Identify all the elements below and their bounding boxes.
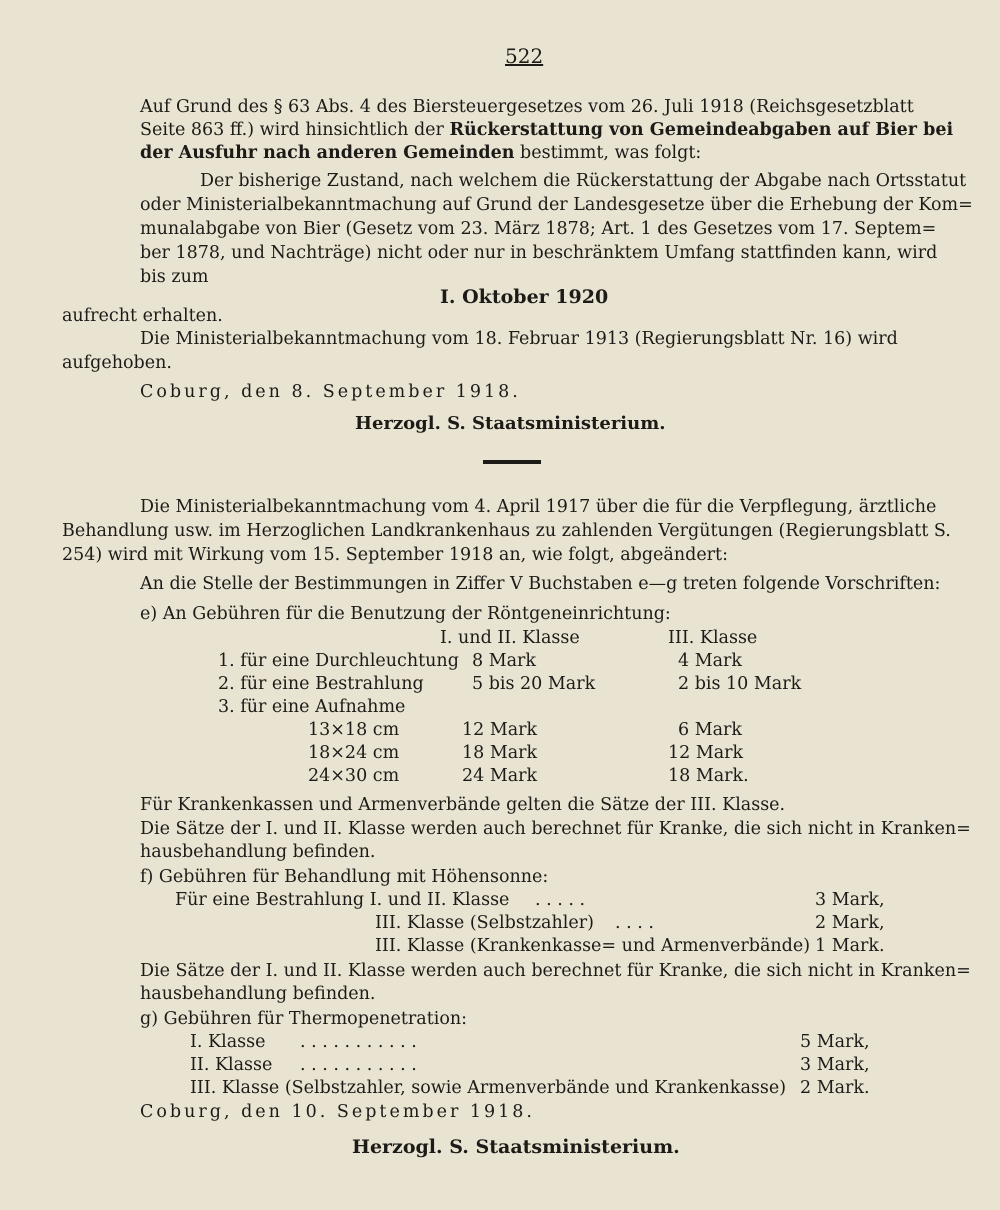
- e-row5-label: 18×24 cm: [308, 743, 400, 763]
- e-row3-label: 3. für eine Aufnahme: [218, 697, 406, 717]
- g-row2-dots: . . . . . . . . . . .: [300, 1055, 417, 1075]
- s1-place-date: Coburg, den 8. September 1918.: [140, 382, 521, 402]
- g-row1-dots: . . . . . . . . . . .: [300, 1032, 417, 1052]
- s1-line3: [140, 142, 701, 165]
- s1-line4: Der bisherige Zustand, nach welchem die Rückerstattung der Abgabe nach Ortsstatut: [200, 171, 967, 191]
- f-row2-label: III. Klasse (Selbstzahler): [375, 913, 594, 933]
- f-row1-value: 3 Mark,: [815, 890, 885, 910]
- e-row2-label: 2. für eine Bestrahlung: [218, 674, 424, 694]
- e-row1-c2: 4 Mark: [678, 651, 743, 671]
- g-row2-label: II. Klasse: [190, 1055, 273, 1075]
- e-row1-label: 1. für eine Durchleuchtung: [218, 651, 459, 671]
- e-note2b: hausbehandlung befinden.: [140, 842, 376, 862]
- f-row2-dots: . . . .: [615, 913, 654, 933]
- e-row4-label: 13×18 cm: [308, 720, 400, 740]
- e-note1: Für Krankenkassen und Armenverbände gelten die Sätze der III. Klasse.: [140, 795, 786, 815]
- f-row1-dots: . . . . .: [535, 890, 586, 910]
- g-row1-label: I. Klasse: [190, 1032, 266, 1052]
- e-row4-c1: 12 Mark: [462, 720, 538, 740]
- s1-signature: Herzogl. S. Staatsministerium.: [355, 413, 666, 434]
- f-note-b: hausbehandlung befinden.: [140, 984, 376, 1004]
- g-row2-value: 3 Mark,: [800, 1055, 870, 1075]
- e-col1-header: I. und II. Klasse: [440, 628, 580, 648]
- s2-line1: Die Ministerialbekanntmachung vom 4. April 1917 über die für die Verpflegung, ärztliche: [140, 497, 937, 517]
- f-row3-value: 1 Mark.: [815, 936, 885, 956]
- e-heading: e) An Gebühren für die Benutzung der Röntgeneinrichtung:: [140, 604, 671, 624]
- e-col2-header: III. Klasse: [668, 628, 758, 648]
- s1-line9: aufrecht erhalten.: [62, 306, 223, 326]
- s1-line8: bis zum: [140, 267, 209, 287]
- s1-line2-bold: Rückerstattung von Gemeindeabgaben auf Bier bei: [449, 120, 954, 140]
- e-note2a: Die Sätze der I. und II. Klasse werden auch berechnet für Kranke, die sich nicht in Kranken=: [140, 819, 971, 839]
- e-row6-label: 24×30 cm: [308, 766, 400, 786]
- date-heading: I. Oktober 1920: [440, 286, 609, 308]
- e-row5-c1: 18 Mark: [462, 743, 538, 763]
- s2-line4: An die Stelle der Bestimmungen in Ziffer V Buchstaben e—g treten folgende Vorschriften:: [140, 574, 941, 594]
- page-number: 522: [505, 44, 544, 68]
- e-row2-c2: 2 bis 10 Mark: [678, 674, 802, 694]
- s2-line2: Behandlung usw. im Herzoglichen Landkrankenhaus zu zahlenden Vergütungen (Regierungsblatt S.: [62, 521, 951, 541]
- e-row6-c1: 24 Mark: [462, 766, 538, 786]
- f-row3-label: III. Klasse (Krankenkasse= und Armenverbände): [375, 936, 811, 956]
- e-row2-c1: 5 bis 20 Mark: [472, 674, 596, 694]
- s1-line3-b: bestimmt, was folgt:: [514, 143, 702, 163]
- s1-line3-bold: der Ausfuhr nach anderen Gemeinden: [140, 143, 515, 163]
- section-divider: [483, 460, 541, 464]
- s1-line10: Die Ministerialbekanntmachung vom 18. Februar 1913 (Regierungsblatt Nr. 16) wird: [140, 329, 898, 349]
- g-row1-value: 5 Mark,: [800, 1032, 870, 1052]
- s1-line11: aufgehoben.: [62, 353, 172, 373]
- g-row3-label: III. Klasse (Selbstzahler, sowie Armenverbände und Krankenkasse): [190, 1078, 787, 1098]
- s1-line5: oder Ministerialbekanntmachung auf Grund der Landesgesetze über die Erhebung der Kom=: [140, 195, 973, 215]
- s1-line7: ber 1878, und Nachträge) nicht oder nur in beschränktem Umfang stattfinden kann, wird: [140, 243, 938, 263]
- s2-line3: 254) wird mit Wirkung vom 15. September 1918 an, wie folgt, abgeändert:: [62, 545, 728, 565]
- f-row1-label: Für eine Bestrahlung I. und II. Klasse: [175, 890, 510, 910]
- e-row6-c2: 18 Mark.: [668, 766, 749, 786]
- s1-line2-a: Seite 863 ff.) wird hinsichtlich der: [140, 120, 450, 140]
- g-heading: g) Gebühren für Thermopenetration:: [140, 1009, 468, 1029]
- s2-place-date: Coburg, den 10. September 1918.: [140, 1102, 535, 1122]
- e-row5-c2: 12 Mark: [668, 743, 744, 763]
- e-row1-c1: 8 Mark: [472, 651, 537, 671]
- g-row3-value: 2 Mark.: [800, 1078, 870, 1098]
- f-heading: f) Gebühren für Behandlung mit Höhensonne:: [140, 867, 549, 887]
- f-note-a: Die Sätze der I. und II. Klasse werden auch berechnet für Kranke, die sich nicht in Kranken=: [140, 961, 971, 981]
- e-row4-c2: 6 Mark: [678, 720, 743, 740]
- f-row2-value: 2 Mark,: [815, 913, 885, 933]
- s1-line6: munalabgabe von Bier (Gesetz vom 23. März 1878; Art. 1 des Gesetzes vom 17. Septem=: [140, 219, 937, 239]
- s1-line2: [140, 119, 953, 142]
- s1-line1: Auf Grund des § 63 Abs. 4 des Biersteuergesetzes vom 26. Juli 1918 (Reichsgesetzblatt: [140, 97, 914, 117]
- s2-signature: Herzogl. S. Staatsministerium.: [352, 1136, 680, 1158]
